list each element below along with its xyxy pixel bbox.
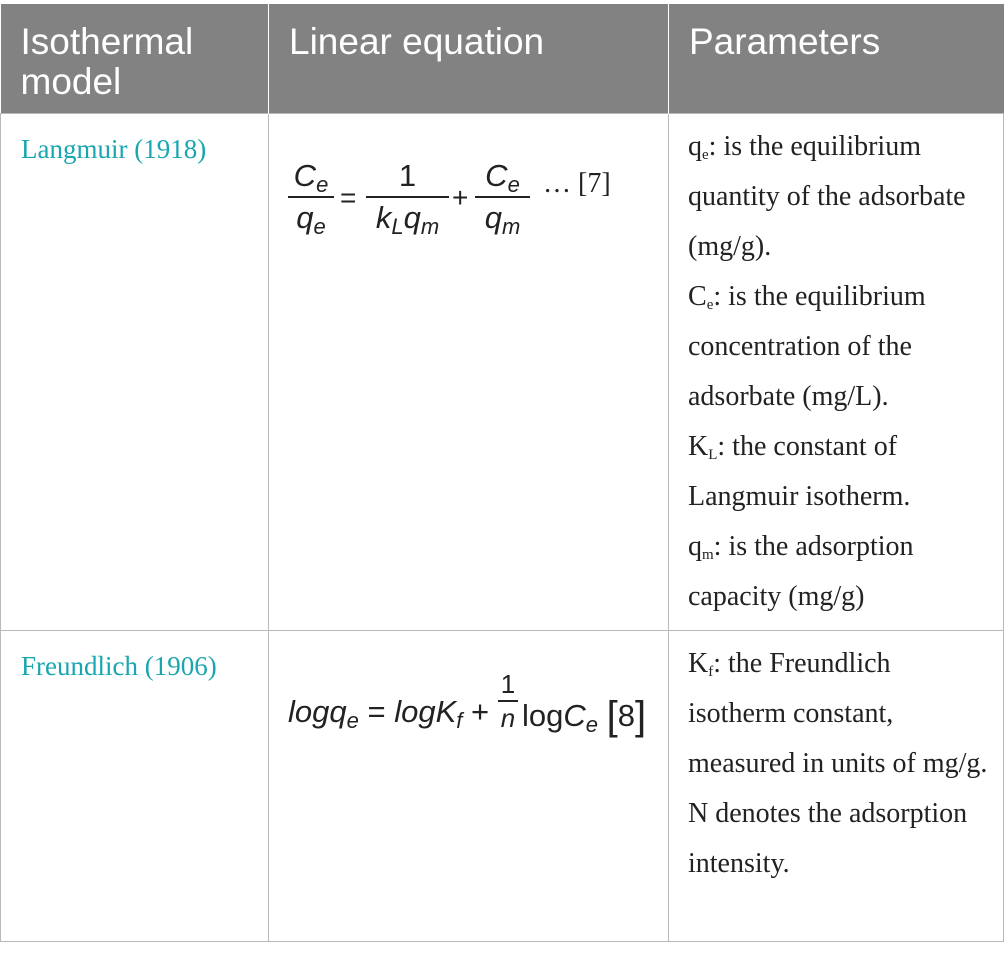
parameters-cell (669, 113, 1004, 630)
model-cell (1, 630, 269, 941)
table-header-row (1, 4, 1004, 113)
equation-left-terms: logq$_e$ = logK$_f$ + (288, 693, 490, 733)
equation-right-terms: logC$_e$ [8] (522, 693, 647, 738)
model-cell (1, 113, 269, 630)
parameter-n: N denotes the adsorption intensity. (688, 797, 968, 879)
freundlich-equation (288, 669, 668, 759)
parameters-list (669, 114, 1003, 630)
parameters-cell (669, 630, 1004, 941)
langmuir-equation (288, 158, 668, 248)
plus-sign: + (452, 181, 469, 213)
parameter-ce: $C_e$: is the equilibrium concentration of the adsorbate (mg/L). (688, 280, 926, 412)
equation-cell (269, 113, 669, 630)
parameter-qe: $q_e$: is the equilibrium quantity of the adsorbate (mg/g). (688, 130, 966, 262)
parameter-qm: $q_m$: is the adsorption capacity (mg/g) (688, 530, 914, 612)
parameter-kl: $K_L$: the constant of Langmuir isotherm. (688, 430, 911, 512)
model-name-freundlich: Freundlich (1906) (21, 650, 217, 681)
fraction-bar (498, 700, 518, 702)
fraction-bar (366, 196, 449, 198)
fraction-one-over-n: 1 n (498, 669, 518, 733)
fraction-ce-over-qm: $C_e$ $q_m$ (475, 158, 530, 236)
parameters-list (669, 631, 1003, 897)
equation-cell (269, 630, 669, 941)
isotherm-table (0, 4, 1004, 942)
table-row (1, 113, 1004, 630)
header-isothermal-model: Isothermal model (1, 4, 269, 113)
fraction-ce-over-qe: $C_e$ $q_e$ (288, 158, 334, 236)
model-name-langmuir: Langmuir (1918) (21, 133, 207, 164)
header-parameters: Parameters (669, 4, 1004, 113)
header-linear-equation: Linear equation (269, 4, 669, 113)
fraction-one-over-kl-qm: 1 $k_Lq_m$ (366, 158, 449, 236)
parameter-kf: $K_f$: the Freundlich isotherm constant, measured in units of mg/g. (688, 647, 988, 779)
equation-number: … [7] (543, 167, 611, 199)
equals-sign: = (340, 181, 357, 213)
fraction-bar (475, 196, 530, 198)
equation-number: 8 (617, 697, 636, 733)
table-row (1, 630, 1004, 941)
